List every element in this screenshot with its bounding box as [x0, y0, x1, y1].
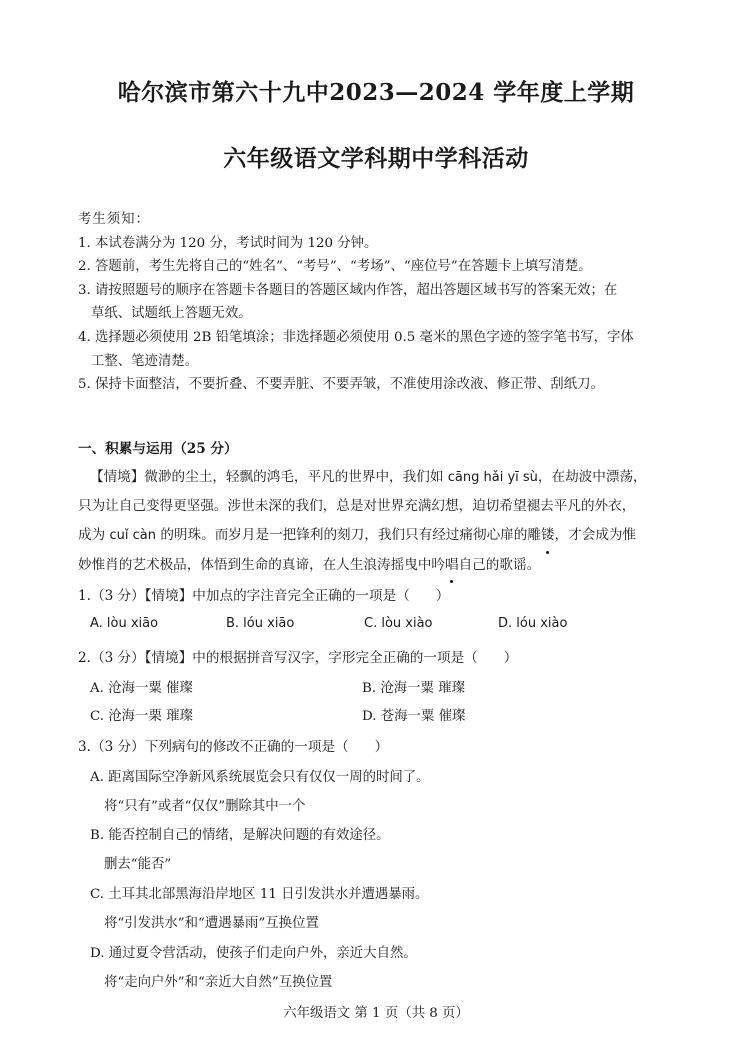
- option-a: A. 距离国际空净新风系统展览会只有仅仅一周的时间了。: [90, 770, 430, 785]
- context-line: [78, 463, 680, 492]
- option-c: C. lòu xiào: [364, 616, 433, 631]
- notice-item: 4. 选择题必须使用 2B 铅笔填涂；非选择题必须使用 0.5 毫米的黑色字迹的签字笔书写，字体: [78, 329, 634, 345]
- dotted-character: 镂: [541, 521, 555, 550]
- pinyin-text: cuǐ càn: [109, 528, 156, 544]
- option-c: C. 土耳其北部黑海沿岸地区 11 日引发洪水并遭遇暴雨。: [90, 887, 429, 902]
- context-text: 自己的歌谣。: [458, 556, 541, 573]
- notice-item-continued: 工整、笔迹清楚。: [91, 353, 199, 369]
- context-text: ，才会成为惟: [554, 527, 637, 544]
- notice-item: 3. 请按照题号的顺序在答题卡各题目的答题区域内作答，超出答题区域书写的答案无效；在: [78, 282, 618, 298]
- question-2: 2.（3 分）【情境】中的根据拼音写汉字，字形完全正确的一项是（ ）: [78, 650, 518, 666]
- option-d: D. 苍海一粟 催璨: [362, 709, 466, 724]
- context-line: 只为让自己变得更坚强。涉世未深的我们，总是对世界充满幻想，迫切希望褪去平凡的外衣，: [78, 498, 636, 515]
- dotted-character: 唱: [445, 551, 459, 580]
- exam-subtitle: 六年级语文学科期中学科活动: [223, 145, 529, 172]
- context-text: ，在劫波中漂荡，: [537, 469, 647, 485]
- section-heading: 一、积累与运用（25 分）: [78, 441, 238, 457]
- notice-item: 5. 保持卡面整洁，不要折叠、不要弄脏、不要弄皱，不准使用涂改液、修正带、刮纸刀。: [78, 377, 604, 393]
- question-3: 3.（3 分）下列病句的修改不正确的一项是（ ）: [78, 739, 389, 755]
- notice-heading: 考生须知：: [78, 212, 150, 227]
- context-line: [78, 551, 680, 580]
- candidate-notice: [78, 208, 698, 397]
- context-passage: [78, 463, 680, 580]
- context-text: 【情境】微渺的尘土，轻飘的鸿毛，平凡的世界中，我们如: [90, 469, 448, 485]
- context-text: 妙惟肖的艺术极品，体悟到生命的真谛，在人生浪涛摇曳中吟: [78, 556, 446, 573]
- option-d: D. 通过夏令营活动，使孩子们走向户外，亲近大自然。: [90, 946, 417, 961]
- page-footer: 六年级语文 第 1 页（共 8 页）: [283, 1006, 469, 1021]
- option-c: C. 沧海一栗 璀璨: [90, 709, 193, 724]
- exam-title: 哈尔滨市第六十九中2023—2024 学年度上学期: [117, 79, 635, 106]
- option-a: A. lòu xiāo: [90, 616, 159, 631]
- option-d-fix: 将“走向户外”和“亲近大自然”互换位置: [104, 975, 333, 990]
- option-a: A. 沧海一粟 催璨: [90, 681, 193, 696]
- option-c-fix: 将“引发洪水”和“遭遇暴雨”互换位置: [104, 916, 319, 931]
- question-1: 1.（3 分）【情境】中加点的字注音完全正确的一项是（ ）: [78, 588, 450, 604]
- option-b: B. 沧海一粟 璀璨: [362, 681, 465, 696]
- context-text: 成为: [78, 527, 110, 544]
- option-a-fix: 将“只有”或者“仅仅”删除其中一个: [104, 799, 306, 814]
- option-d: D. lóu xiào: [498, 616, 568, 631]
- context-line: [78, 521, 680, 550]
- notice-item: 2. 答题前，考生先将自己的“姓名”、“考号”、“考场”、“座位号”在答题卡上填写清楚。: [78, 259, 592, 275]
- notice-item-continued: 草纸、试题纸上答题无效。: [91, 306, 252, 322]
- context-text: 的明珠。而岁月是一把锋利的刻刀，我们只有经过痛彻心扉的雕: [156, 527, 541, 544]
- option-b: B. lóu xiāo: [226, 616, 295, 631]
- option-b-fix: 删去“能否”: [104, 857, 172, 872]
- notice-item: 1. 本试卷满分为 120 分，考试时间为 120 分钟。: [78, 235, 378, 251]
- option-b: B. 能否控制自己的情绪，是解决问题的有效途径。: [90, 828, 390, 843]
- pinyin-text: cāng hǎi yī sù: [447, 470, 538, 485]
